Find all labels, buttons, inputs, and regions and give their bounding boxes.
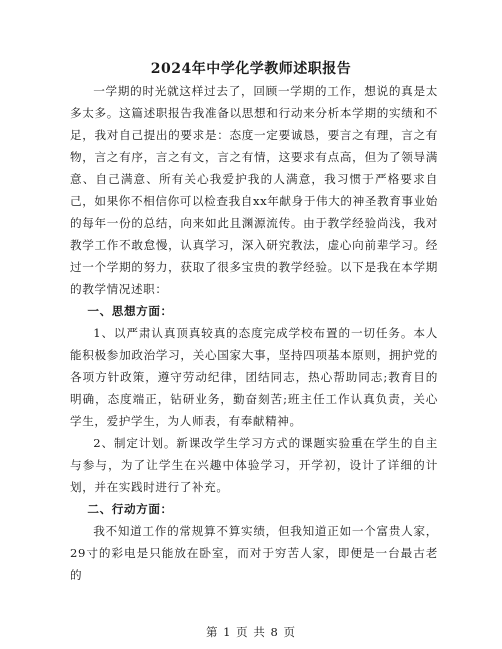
intro-paragraph: 一学期的时光就这样过去了，回顾一学期的工作，想说的真是太多太多。这篇述职报告我准备以思想和行动来分析本学期的实绩和不足，我对自己提出的要求是：态度一定要诚恳，要言之有理，言之有物，言之有序，言之有文，言之有情，这要求有点高，但为了领导满意、自己满意、所有关心我爱护我的人满意，我习惯于严格要求自己，如果你不相信你可以检查我自xx年献身于伟大的神圣教育事业始的每年一份的总结，向来如此且渊源流传。由于教学经验尚浅，我对教学工作不敢怠慢，认真学习，深入研究教法，虚心向前辈学习。经过一个学期的努力，获取了很多宝贵的教学经验。以下是我在本学期的教学情况述职： — [70, 84, 438, 296]
action-paragraph: 我不知道工作的常规算不算实绩，但我知道正如一个富贵人家，29寸的彩电是只能放在卧室，而对于穷苦人家，即便是一台最古老的 — [70, 524, 438, 582]
thought-item-1: 1、以严肃认真顶真较真的态度完成学校布置的一切任务。本人能积极参加政治学习，关心国家大事，坚持四项基本原则，拥护党的各项方针政策，遵守劳动纪律，团结同志，热心帮助同志;教育目的明确，态度端正，钻研业务，勤奋刻苦;班主任工作认真负责，关心学生，爱护学生，为人师表，有奉献精神。 — [70, 326, 438, 428]
document-title: 2024年中学化学教师述职报告 — [150, 61, 352, 77]
document-body — [70, 80, 438, 586]
page-number-footer: 第 1 页 共 8 页 — [206, 625, 296, 639]
thought-item-2: 2、制定计划。新课改学生学习方式的课题实验重在学生的自主与参与，为了让学生在兴趣中体验学习，开学初，设计了详细的计划，并在实践时进行了补充。 — [70, 436, 438, 494]
section-heading-action: 二、行动方面： — [87, 502, 173, 516]
section-heading-thought: 一、思想方面： — [87, 304, 173, 318]
